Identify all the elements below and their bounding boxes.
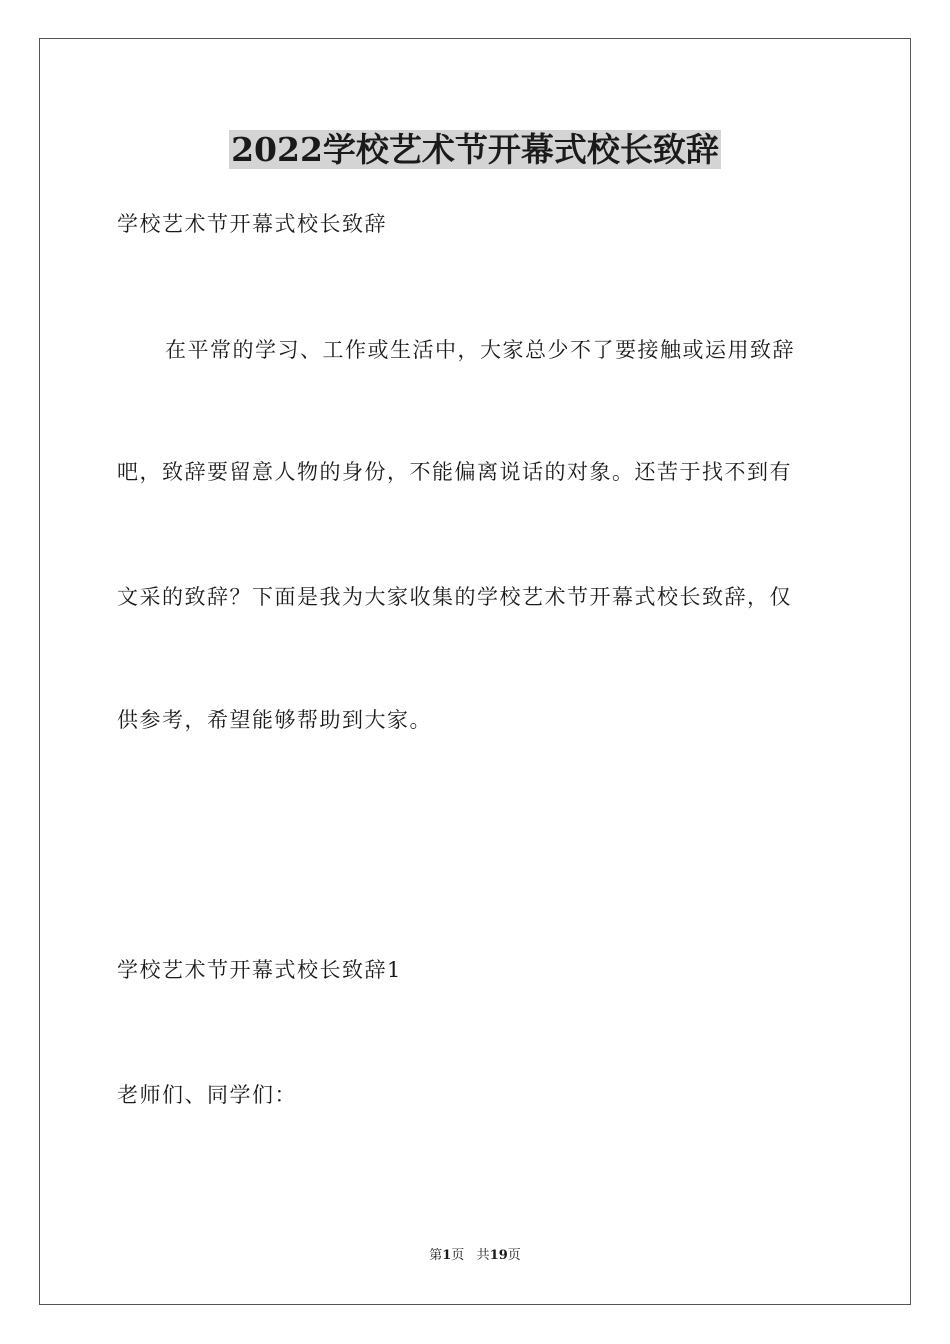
- subtitle: 学校艺术节开幕式校长致辞: [117, 212, 387, 236]
- page-prefix: 第: [429, 1248, 443, 1263]
- salutation: 老师们、同学们：: [117, 1083, 297, 1107]
- total-suffix: 页: [507, 1248, 521, 1263]
- section-heading: 学校艺术节开幕式校长致辞1: [117, 958, 402, 982]
- total-prefix: 共: [476, 1248, 490, 1263]
- document-title: [0, 128, 950, 172]
- page-suffix: 页: [451, 1248, 465, 1263]
- title-text: 2022学校艺术节开幕式校长致辞: [231, 130, 719, 169]
- total-pages: 19: [489, 1248, 508, 1263]
- paragraph-line-4: 供参考，希望能够帮助到大家。: [117, 708, 432, 732]
- paragraph-line-3: 文采的致辞？下面是我为大家收集的学校艺术节开幕式校长致辞，仅: [117, 585, 792, 609]
- paragraph-line-1: 在平常的学习、工作或生活中，大家总少不了要接触或运用致辞: [165, 338, 795, 362]
- page-number: 1: [442, 1248, 452, 1263]
- paragraph-line-2: 吧，致辞要留意人物的身份，不能偏离说话的对象。还苦于找不到有: [117, 460, 792, 484]
- page-footer: [0, 1247, 950, 1265]
